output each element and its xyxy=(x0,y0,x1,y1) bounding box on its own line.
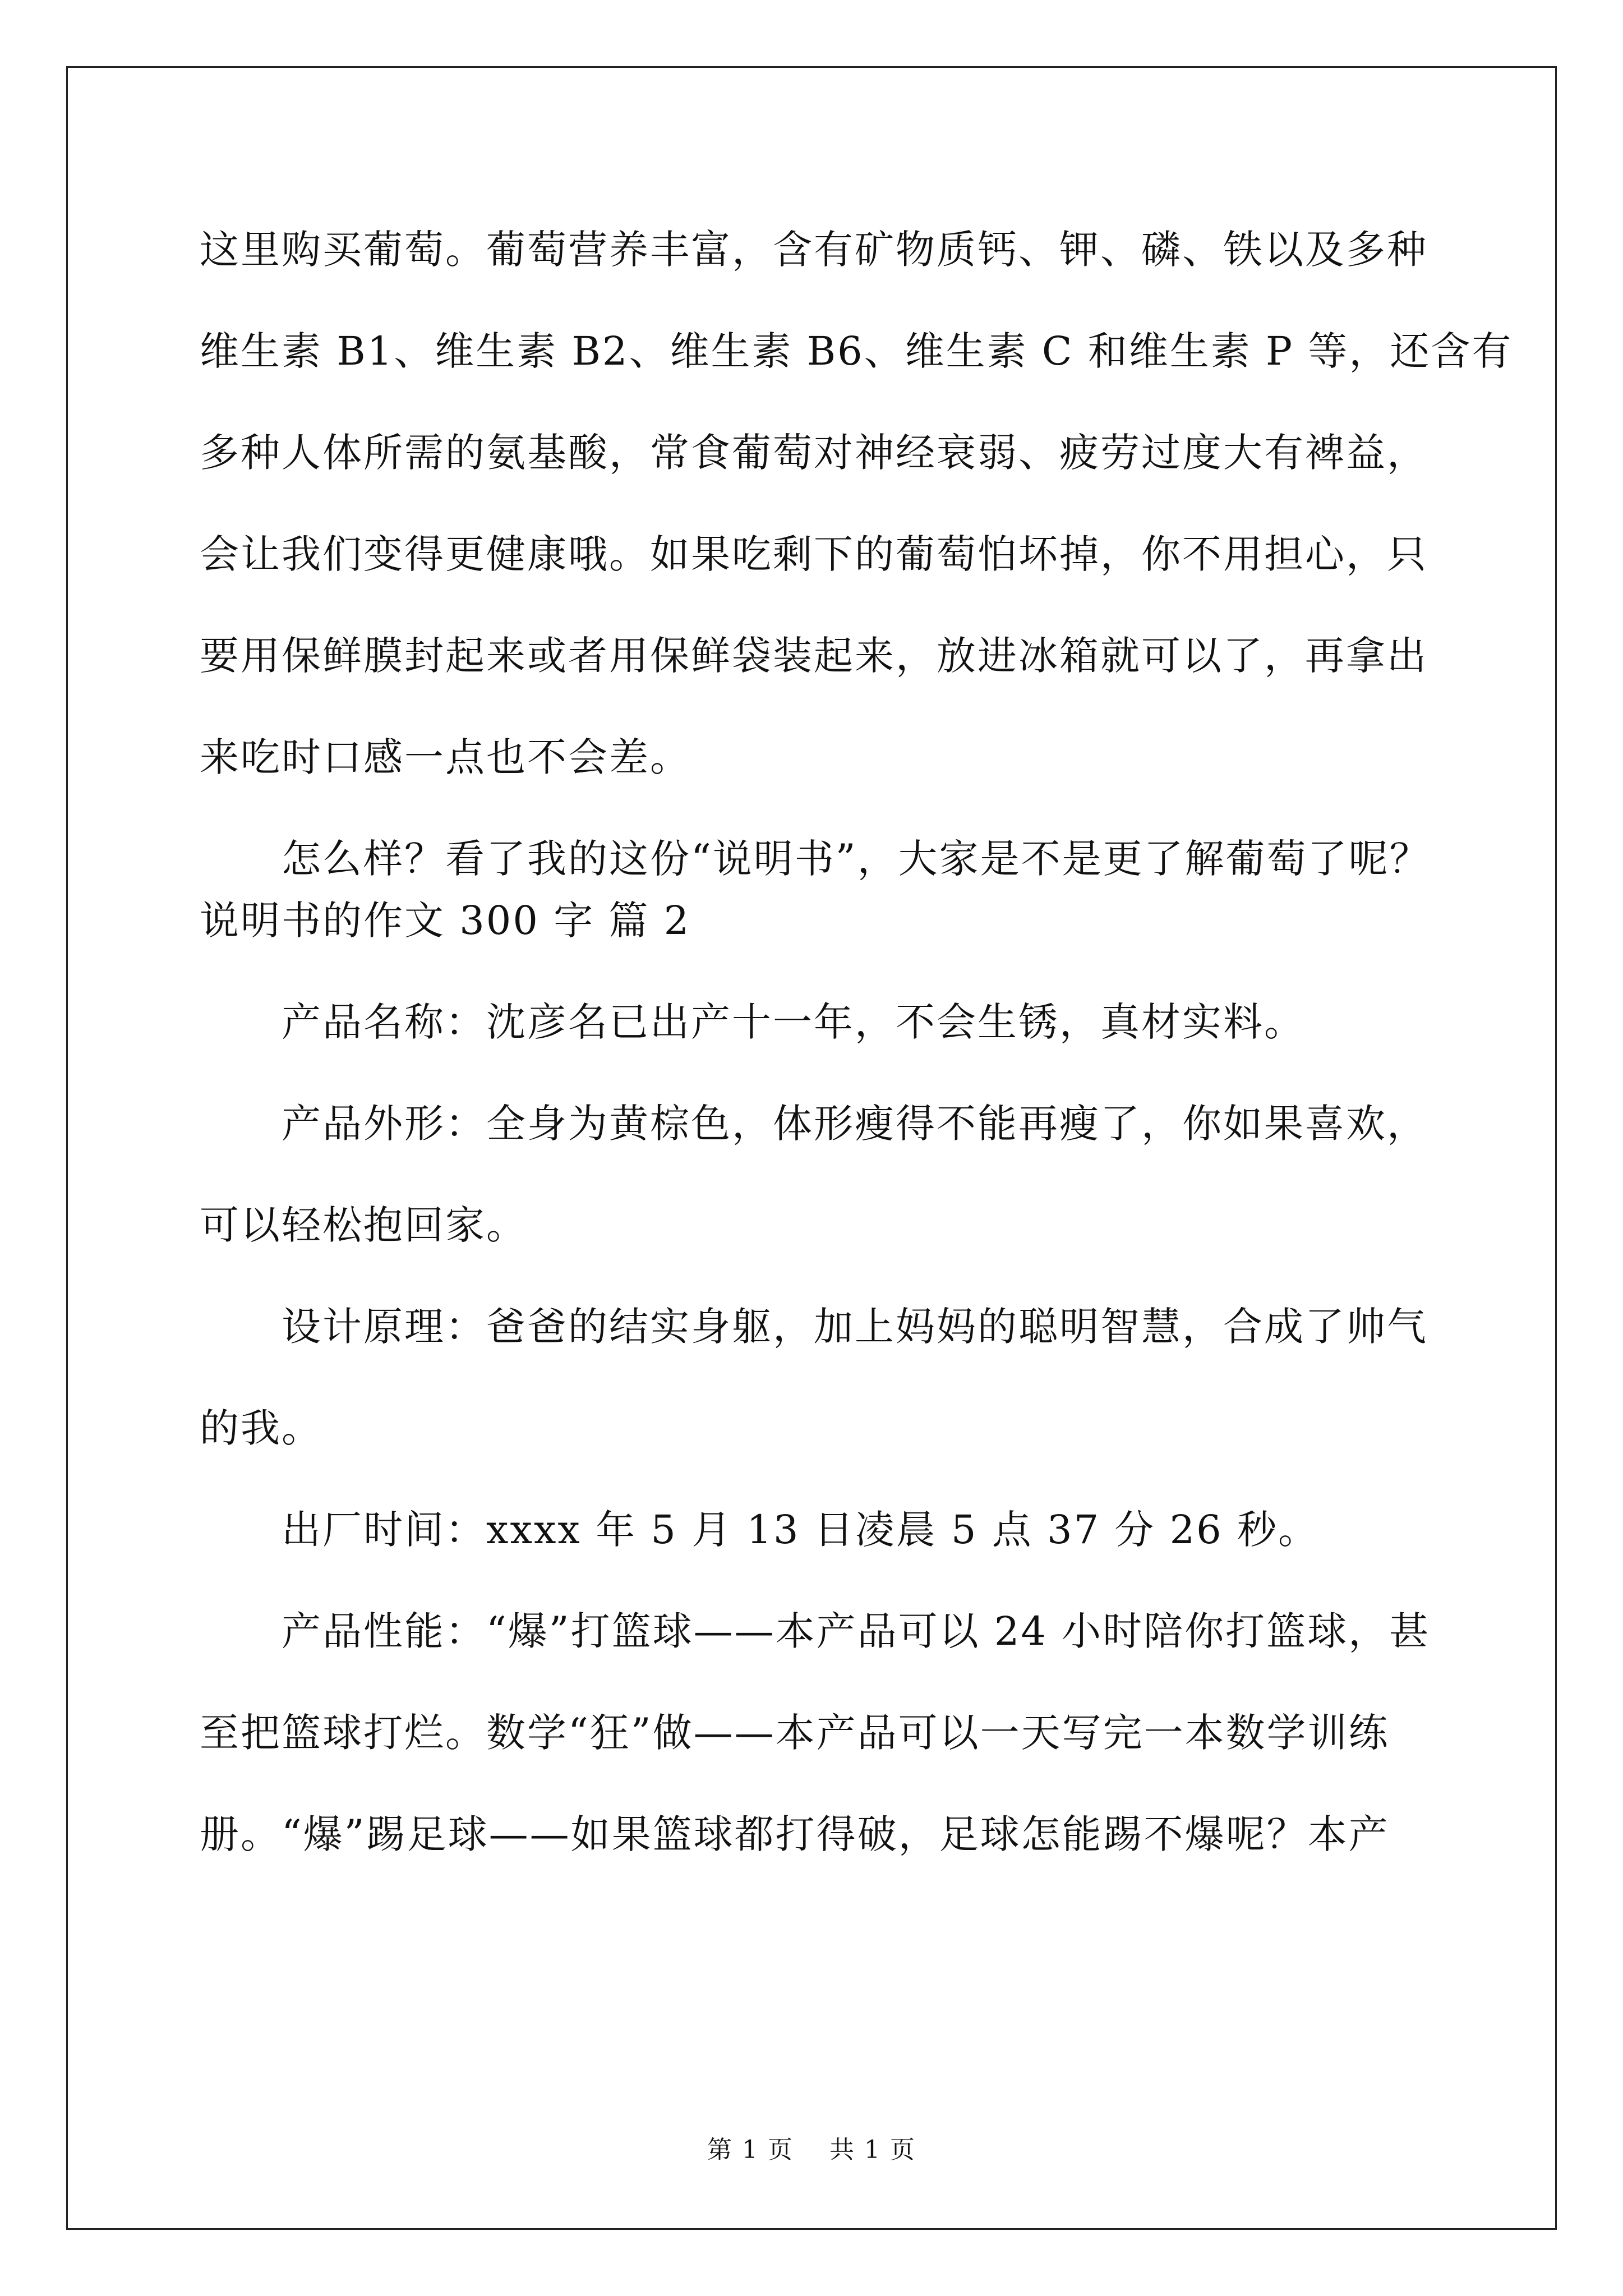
text-line: 至把篮球打烂。数学“狂”做——本产品可以一天写完一本数学训练 xyxy=(200,1710,1390,1756)
text-line: 产品名称：沈彦名已出产十一年，不会生锈，真材实料。 xyxy=(200,999,1305,1045)
text-line: 的我。 xyxy=(200,1405,322,1451)
text-line: 册。“爆”踢足球——如果篮球都打得破，足球怎能踢不爆呢？本产 xyxy=(200,1811,1390,1857)
text-line: 多种人体所需的氨基酸，常食葡萄对神经衰弱、疲劳过度大有裨益， xyxy=(200,430,1428,476)
text-line: 维生素 B1、维生素 B2、维生素 B6、维生素 C 和维生素 P 等，还含有 xyxy=(200,328,1513,374)
text-line: 这里购买葡萄。葡萄营养丰富，含有矿物质钙、钾、磷、铁以及多种 xyxy=(200,227,1428,273)
text-line: 来吃时口感一点也不会差。 xyxy=(200,734,691,780)
document-body xyxy=(200,222,1513,1908)
page-number: 第 1 页 共 1 页 xyxy=(707,2136,916,2164)
section-heading: 说明书的作文 300 字 篇 2 xyxy=(200,898,691,944)
text-line: 怎么样？看了我的这份“说明书”，大家是不是更了解葡萄了呢？ xyxy=(200,836,1431,882)
text-line: 产品性能：“爆”打篮球——本产品可以 24 小时陪你打篮球，甚 xyxy=(200,1608,1431,1654)
text-line: 设计原理：爸爸的结实身躯，加上妈妈的聪明智慧，合成了帅气 xyxy=(200,1304,1428,1350)
text-line: 会让我们变得更健康哦。如果吃剩下的葡萄怕坏掉，你不用担心，只 xyxy=(200,531,1428,577)
text-line: 产品外形：全身为黄棕色，体形瘦得不能再瘦了，你如果喜欢， xyxy=(200,1101,1428,1147)
text-line: 要用保鲜膜封起来或者用保鲜袋装起来，放进冰箱就可以了，再拿出 xyxy=(200,633,1428,679)
page-footer xyxy=(0,2133,1623,2167)
text-line: 可以轻松抱回家。 xyxy=(200,1202,527,1248)
text-line: 出厂时间：xxxx 年 5 月 13 日凌晨 5 点 37 分 26 秒。 xyxy=(200,1507,1319,1553)
